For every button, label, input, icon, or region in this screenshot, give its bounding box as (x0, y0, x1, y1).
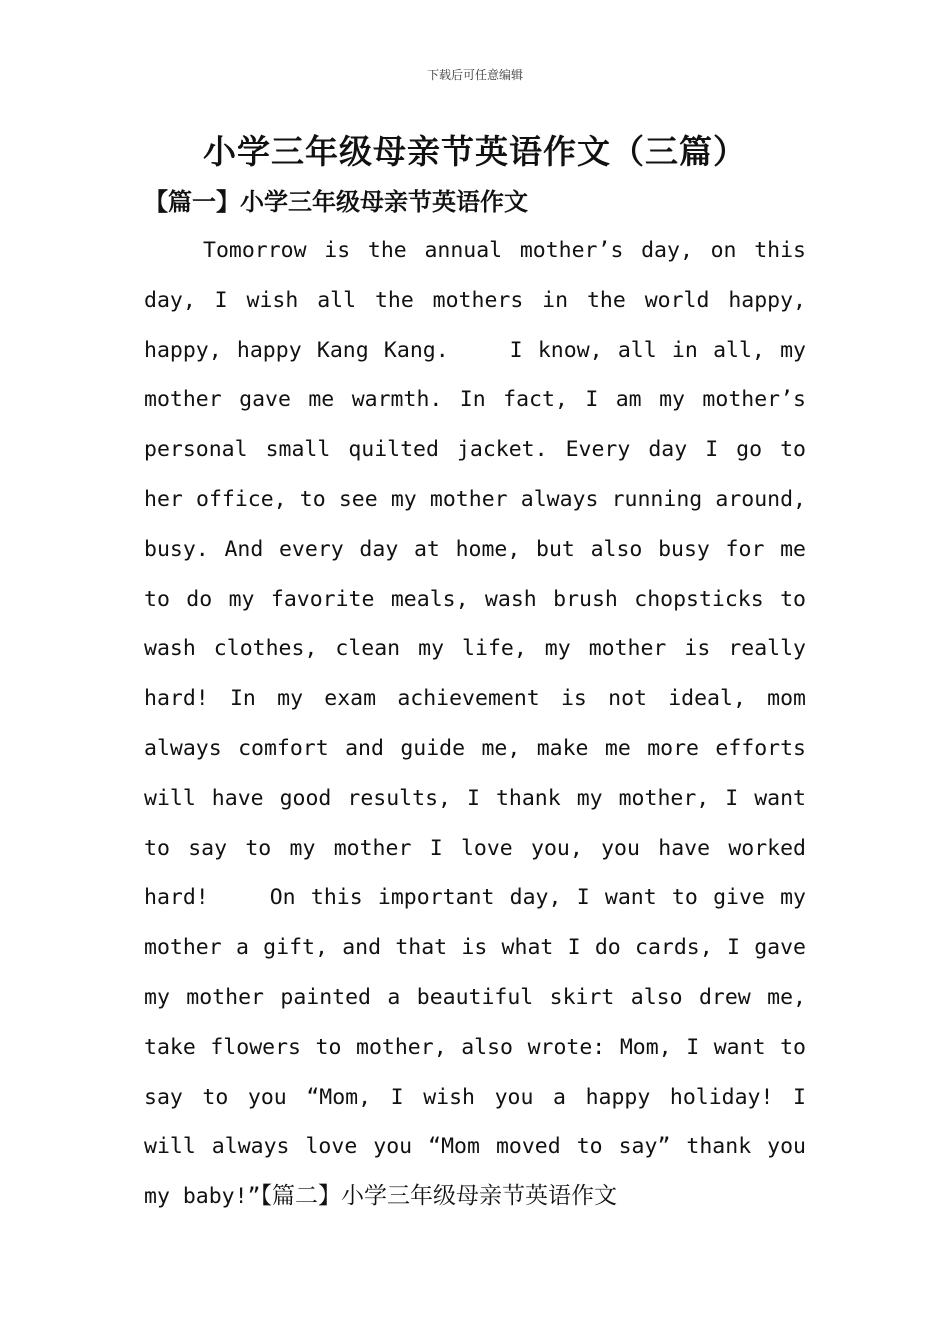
text-line: mother gave me warmth. In fact, I am my mother’s (144, 387, 806, 413)
header-note: 下载后可任意编辑 (426, 68, 523, 82)
text-line: Tomorrow is the annual mother’s day, on this (203, 238, 806, 263)
text-line: to say to my mother I love you, you have worked (144, 835, 806, 861)
text-line: will have good results, I thank my mother, I want (144, 785, 806, 811)
section-heading-1: 【篇一】小学三年级母亲节英语作文 (144, 187, 528, 216)
text-line: day, I wish all the mothers in the world happy, (144, 287, 806, 313)
text-line: wash clothes, clean my life, my mother is really (144, 636, 806, 662)
text-line: happy, happy Kang Kang. I know, all in all, my (144, 337, 806, 363)
text-line-end: my baby!” (144, 1184, 261, 1210)
text-line: personal small quilted jacket. Every day I go to (144, 437, 806, 463)
text-line: take flowers to mother, also wrote: Mom, I want to (144, 1034, 806, 1060)
document-title: 小学三年级母亲节英语作文（三篇） (203, 132, 747, 171)
text-line: hard! On this important day, I want to give my (144, 885, 806, 911)
text-line: hard! In my exam achievement is not ideal, mom (144, 686, 806, 712)
text-line: will always love you “Mom moved to say” thank you (144, 1134, 806, 1160)
text-line: mother a gift, and that is what I do cards, I gave (144, 935, 806, 961)
text-line: my mother painted a beautiful skirt also drew me, (144, 984, 806, 1010)
text-line: to do my favorite meals, wash brush chopsticks to (144, 586, 806, 612)
text-line-final (144, 1172, 806, 1222)
section-heading-2: 【篇二】小学三年级母亲节英语作文 (260, 1183, 617, 1210)
essay-body (144, 226, 806, 1222)
text-line: busy. And every day at home, but also busy for me (144, 536, 806, 562)
text-line: her office, to see my mother always running around, (144, 486, 806, 512)
text-line: say to you “Mom, I wish you a happy holiday! I (144, 1084, 806, 1110)
text-line: always comfort and guide me, make me more efforts (144, 735, 806, 761)
